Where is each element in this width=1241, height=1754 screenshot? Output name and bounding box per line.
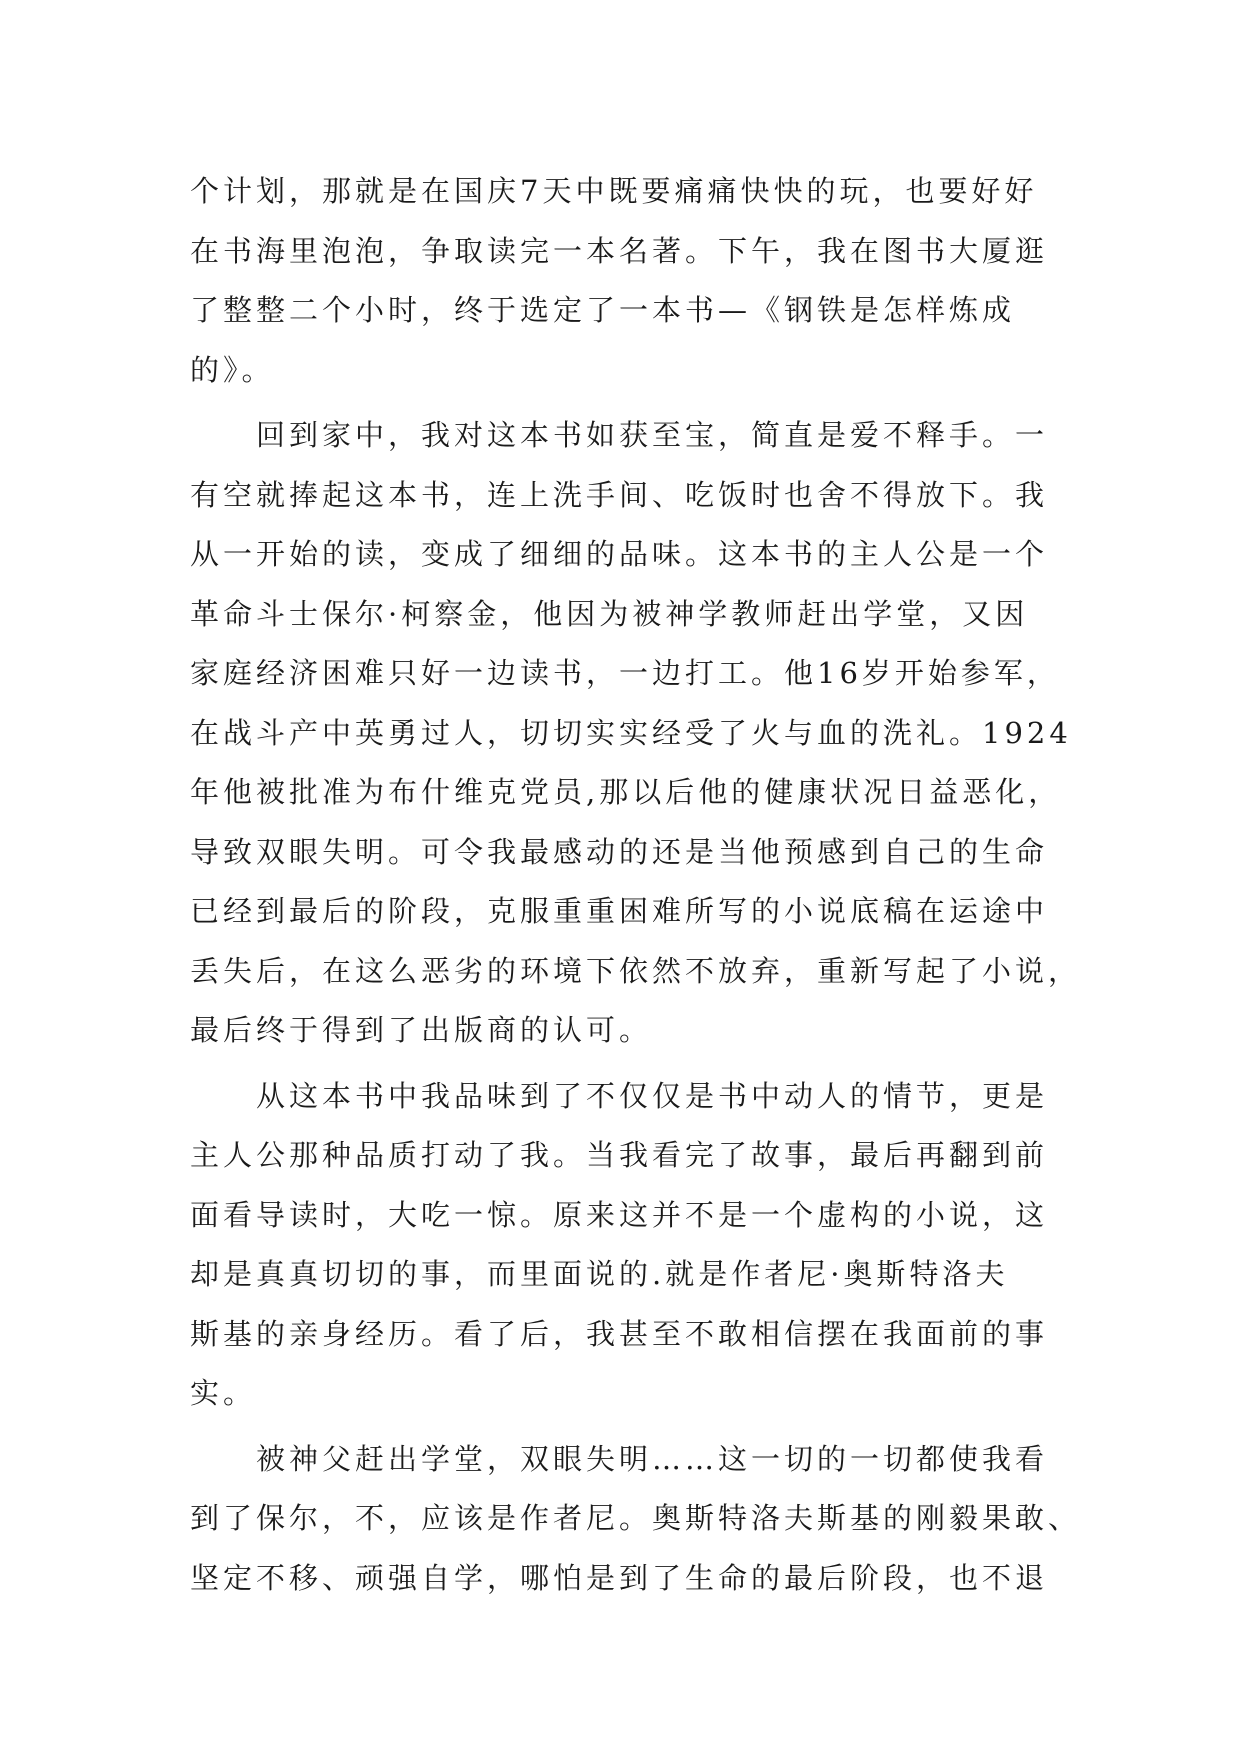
text-line: 了整整二个小时，终于选定了一本书—《钢铁是怎样炼成 [190, 293, 1016, 327]
text-line: 从一开始的读，变成了细细的品味。这本书的主人公是一个 [190, 537, 1049, 571]
text-line: 主人公那种品质打动了我。当我看完了故事，最后再翻到前 [190, 1138, 1049, 1172]
text-line: 的》。 [190, 352, 275, 387]
text-line: 家庭经济困难只好一边读书，一边打工。他16岁开始参军， [190, 656, 1060, 690]
text-line: 个计划，那就是在国庆7天中既要痛痛快快的玩，也要好好 [190, 174, 1038, 208]
document-body [190, 162, 1082, 1608]
text-line: 丢失后，在这么恶劣的环境下依然不放弃，重新写起了小说， [190, 953, 1082, 988]
text-line: 在书海里泡泡，争取读完一本名著。下午，我在图书大厦逛 [190, 233, 1049, 268]
text-line: 导致双眼失明。可令我最感动的还是当他预感到自己的生命 [190, 834, 1049, 869]
text-line: 年他被批准为布什维克党员,那以后他的健康状况日益恶化， [190, 775, 1062, 809]
text-line: 在战斗产中英勇过人，切切实实经受了火与血的洗礼。1924 [190, 715, 1072, 750]
paragraph-4 [190, 1430, 1082, 1609]
paragraph-3 [190, 1067, 1070, 1424]
text-line: 革命斗士保尔·柯察金，他因为被神学教师赶出学堂，又因 [190, 596, 1029, 631]
text-line: 最后终于得到了出版商的认可。 [190, 1013, 653, 1047]
paragraph-1 [190, 162, 1070, 400]
text-line: 却是真真切切的事，而里面说的.就是作者尼·奥斯特洛夫 [190, 1257, 1009, 1291]
paragraph-2 [190, 406, 1082, 1061]
text-line: 已经到最后的阶段，克服重重困难所写的小说底稿在运途中 [190, 894, 1049, 928]
text-line: 实。 [190, 1376, 257, 1410]
text-line: 到了保尔，不，应该是作者尼。奥斯特洛夫斯基的刚毅果敢、 [190, 1501, 1082, 1535]
text-line: 有空就捧起这本书，连上洗手间、吃饭时也舍不得放下。我 [190, 477, 1049, 512]
text-line: 斯基的亲身经历。看了后，我甚至不敢相信摆在我面前的事 [190, 1316, 1049, 1351]
text-line: 从这本书中我品味到了不仅仅是书中动人的情节，更是 [256, 1078, 1049, 1113]
text-line: 被神父赶出学堂，双眼失明……这一切的一切都使我看 [256, 1441, 1049, 1476]
text-line: 回到家中，我对这本书如获至宝，简直是爱不释手。一 [256, 418, 1049, 452]
text-line: 坚定不移、顽强自学，哪怕是到了生命的最后阶段，也不退 [190, 1560, 1049, 1595]
text-line: 面看导读时，大吃一惊。原来这并不是一个虚构的小说，这 [190, 1197, 1049, 1232]
